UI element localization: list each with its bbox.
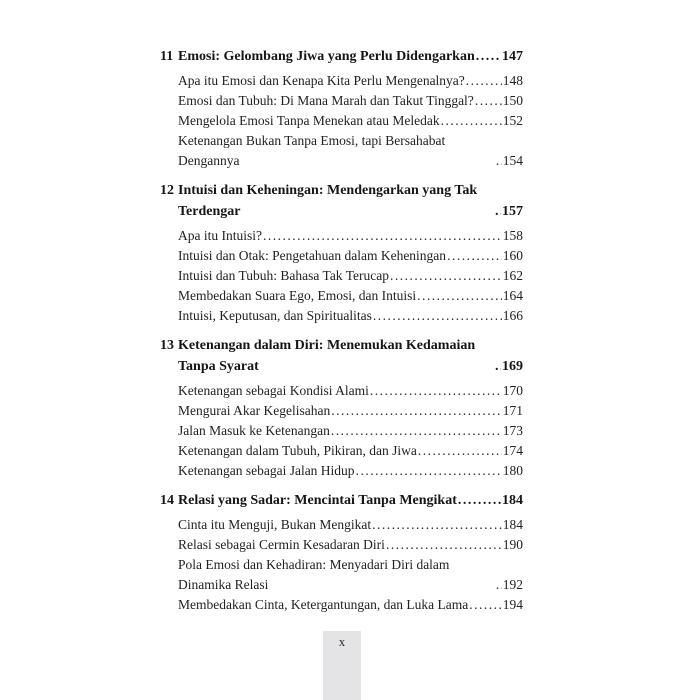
- entry-title: Intuisi, Keputusan, dan Spiritualitas: [178, 308, 372, 323]
- entry-title: Intuisi dan Tubuh: Bahasa Tak Terucap: [178, 268, 389, 283]
- chapter-entries: [178, 515, 523, 615]
- chapter-heading: [178, 46, 523, 67]
- entry-page-number: 162: [502, 268, 523, 283]
- entry-page-number: 170: [502, 383, 523, 398]
- toc-entry: [178, 71, 523, 91]
- dot-leader: [447, 246, 502, 266]
- chapter-entries: [178, 226, 523, 326]
- chapter-number: 14: [160, 493, 174, 508]
- dot-leader: [496, 151, 502, 171]
- entry-page-number: 192: [502, 577, 523, 592]
- chapter-heading: [178, 335, 523, 377]
- toc-entry: [178, 421, 523, 441]
- dot-leader: [469, 595, 501, 615]
- chapter-heading: [178, 490, 523, 511]
- toc-entry: [178, 111, 523, 131]
- chapter-title: Emosi: Gelombang Jiwa yang Perlu Didengarkan: [178, 49, 475, 64]
- entry-title: Mengelola Emosi Tanpa Menekan atau Meledak: [178, 113, 440, 128]
- toc-entry: [178, 515, 523, 535]
- dot-leader: [495, 356, 501, 377]
- entry-page-number: 154: [502, 153, 523, 168]
- dot-leader: [263, 226, 502, 246]
- dot-leader: [331, 401, 502, 421]
- chapter-title: Relasi yang Sadar: Mencintai Tanpa Mengikat: [178, 493, 457, 508]
- toc-chapter: [160, 180, 523, 326]
- entry-page-number: 190: [502, 537, 523, 552]
- toc-entry: [178, 91, 523, 111]
- chapter-number: 11: [160, 49, 174, 64]
- entry-page-number: 152: [502, 113, 523, 128]
- entry-page-number: 174: [502, 443, 523, 458]
- entry-title: Pola Emosi dan Kehadiran: Menyadari Diri dalam Dinamika Relasi: [178, 557, 450, 592]
- toc-entry: [178, 441, 523, 461]
- entry-page-number: 173: [502, 423, 523, 438]
- entry-page-number: 184: [502, 517, 523, 532]
- toc-entry: [178, 226, 523, 246]
- chapter-number: 12: [160, 183, 174, 198]
- entry-title: Apa itu Intuisi?: [178, 228, 262, 243]
- toc-entry: [178, 131, 523, 171]
- entry-page-number: 194: [502, 597, 523, 612]
- chapter-entries: [178, 381, 523, 481]
- entry-title: Ketenangan dalam Tubuh, Pikiran, dan Jiwa: [178, 443, 417, 458]
- entry-title: Ketenangan Bukan Tanpa Emosi, tapi Bersahabat Dengannya: [178, 133, 446, 168]
- entry-title: Emosi dan Tubuh: Di Mana Marah dan Takut Tinggal?: [178, 93, 474, 108]
- chapter-body: [178, 490, 523, 615]
- dot-leader: [356, 461, 502, 481]
- entry-page-number: 150: [502, 93, 523, 108]
- dot-leader: [373, 306, 502, 326]
- dot-leader: [417, 286, 502, 306]
- entry-title: Jalan Masuk ke Ketenangan: [178, 423, 330, 438]
- chapter-heading: [178, 180, 523, 222]
- chapter-entries: [178, 71, 523, 171]
- dot-leader: [466, 71, 502, 91]
- entry-title: Mengurai Akar Kegelisahan: [178, 403, 331, 418]
- toc-entry: [178, 306, 523, 326]
- toc-chapter: [160, 490, 523, 615]
- dot-leader: [476, 46, 501, 67]
- dot-leader: [458, 490, 501, 511]
- toc-entry: [178, 286, 523, 306]
- chapter-body: [178, 180, 523, 326]
- toc-entry: [178, 595, 523, 615]
- page-edge-shadow: [323, 631, 361, 700]
- dot-leader: [475, 91, 502, 111]
- dot-leader: [372, 515, 502, 535]
- chapter-page-number: 169: [502, 359, 523, 374]
- chapter-page-number: 157: [502, 204, 523, 219]
- chapter-page-number: 184: [502, 493, 523, 508]
- dot-leader: [441, 111, 502, 131]
- dot-leader: [331, 421, 502, 441]
- toc-chapter: [160, 46, 523, 171]
- toc: [160, 46, 523, 615]
- entry-page-number: 166: [502, 308, 523, 323]
- entry-title: Ketenangan sebagai Kondisi Alami: [178, 383, 369, 398]
- chapter-page-number: 147: [502, 49, 523, 64]
- toc-entry: [178, 246, 523, 266]
- dot-leader: [496, 575, 502, 595]
- entry-title: Membedakan Cinta, Ketergantungan, dan Luka Lama: [178, 597, 469, 612]
- chapter-number: 13: [160, 338, 174, 353]
- dot-leader: [418, 441, 502, 461]
- dot-leader: [386, 535, 502, 555]
- entry-page-number: 171: [502, 403, 523, 418]
- entry-title: Apa itu Emosi dan Kenapa Kita Perlu Mengenalnya?: [178, 73, 465, 88]
- entry-title: Relasi sebagai Cermin Kesadaran Diri: [178, 537, 385, 552]
- entry-page-number: 180: [502, 463, 523, 478]
- chapter-body: [178, 46, 523, 171]
- toc-entry: [178, 266, 523, 286]
- dot-leader: [495, 201, 501, 222]
- dot-leader: [390, 266, 502, 286]
- entry-title: Membedakan Suara Ego, Emosi, dan Intuisi: [178, 288, 417, 303]
- entry-page-number: 160: [502, 248, 523, 263]
- chapter-title: Ketenangan dalam Diri: Menemukan Kedamaian Tanpa Syarat: [178, 338, 476, 374]
- entry-page-number: 148: [502, 73, 523, 88]
- toc-entry: [178, 535, 523, 555]
- toc-entry: [178, 401, 523, 421]
- toc-entry: [178, 381, 523, 401]
- entry-page-number: 164: [502, 288, 523, 303]
- toc-entry: [178, 461, 523, 481]
- dot-leader: [370, 381, 502, 401]
- entry-title: Ketenangan sebagai Jalan Hidup: [178, 463, 355, 478]
- entry-page-number: 158: [502, 228, 523, 243]
- toc-chapter: [160, 335, 523, 481]
- folio-page-number: x: [338, 635, 346, 649]
- chapter-title: Intuisi dan Keheningan: Mendengarkan yang Tak Terdengar: [178, 183, 478, 219]
- toc-entry: [178, 555, 523, 595]
- chapter-body: [178, 335, 523, 481]
- entry-title: Cinta itu Menguji, Bukan Mengikat: [178, 517, 372, 532]
- entry-title: Intuisi dan Otak: Pengetahuan dalam Keheningan: [178, 248, 447, 263]
